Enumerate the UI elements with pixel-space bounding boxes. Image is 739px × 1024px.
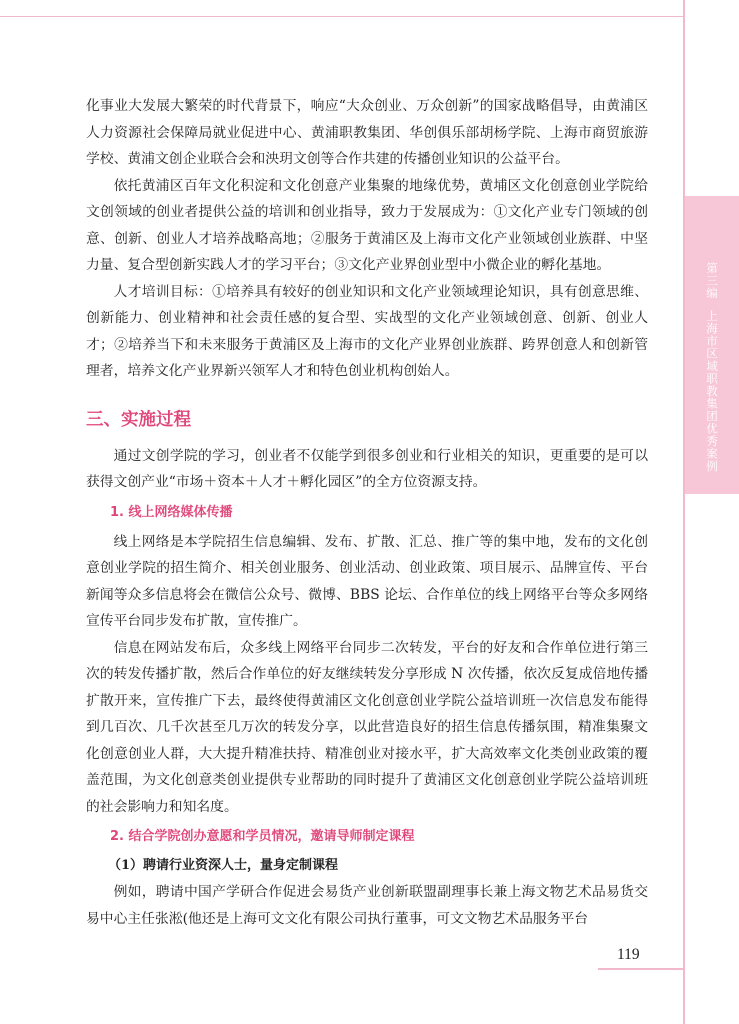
page-number: 119 (617, 946, 640, 963)
side-tab-title: 上海市区域职教集团优秀案例 (705, 309, 719, 472)
section-intro-paragraph: 通过文创学院的学习，创业者不仅能学到很多创业和行业相关的知识，更重要的是可以获得文创产业“市场＋资本＋人才＋孵化园区”的全方位资源支持。 (86, 447, 648, 490)
paragraph-intro-3: 人才培训目标：①培养具有较好的创业知识和文化产业领域理论知识，具有创意思维、创新能力、创业精神和社会责任感的复合型、实战型的文化产业领域创意、创新、创业人才；②培养当下和未来服务于黄浦区及上海市的文化产业界创业族群、跨界创意人和创新管理者，培养文化产业界新兴领军人才和特色创业机构创始人。 (86, 283, 648, 379)
paragraph-intro-1: 化事业大发展大繁荣的时代背景下，响应“大众创业、万众创新”的国家战略倡导，由黄浦区人力资源社会保障局就业促进中心、黄浦职教集团、华创俱乐部胡杨学院、上海市商贸旅游学校、黄浦文创企业联合会和泱玥文创等合作共建的传播创业知识的公益平台。 (86, 98, 648, 167)
subsection-1-paragraph-2: 信息在网站发布后，众多线上网络平台同步二次转发，平台的好友和合作单位进行第三次的转发传播扩散，然后合作单位的好友继续转发分享形成 N 次传播，依次反复成倍地传播扩散开来，宣传推广下去，最终使得黄浦区文化创意创业学院公益培训班一次信息发布能得到几百次、几千次甚至几万次的转发分享，以此营造良好的招生信息传播氛围，精准集聚文化创意创业人群，大大提升精准扶持、精准创业对接水平，扩大高效率文化类创业政策的覆盖范围，为文化创意类创业提供专业帮助的同时提升了黄浦区文化创意创业学院公益培训班的社会影响力和知名度。 (86, 639, 648, 815)
side-tab-part: 第三编 (705, 262, 719, 300)
header-rule (0, 16, 685, 17)
paragraph-intro-2: 依托黄浦区百年文化积淀和文化创意产业集聚的地缘优势，黄埔区文化创意创业学院给文创领域的创业者提供公益的培训和创业指导，致力于发展成为：①文化产业专门领域的创意、创新、创业人才培养战略高地；②服务于黄浦区及上海市文化产业领域创业族群、中坚力量、复合型创新实践人才的学习平台；③文化产业界创业型中小微企业的孵化基地。 (86, 177, 648, 273)
subsection-heading-2: 2. 结合学院创办意愿和学员情况，邀请导师制定课程 (110, 829, 415, 844)
section-heading: 三、实施过程 (86, 409, 191, 430)
page-body (86, 93, 648, 932)
subsection-2-paragraph: 例如，聘请中国产学研合作促进会易货产业创新联盟副理事长兼上海文物艺术品易货交易中心主任张淞(他还是上海可文文化有限公司执行董事，可文文物艺术品服务平台 (86, 884, 648, 927)
subsection-heading-1: 1. 线上网络媒体传播 (110, 504, 233, 520)
footer-rule (598, 968, 685, 970)
subsubsection-heading: （1）聘请行业资深人士，量身定制课程 (108, 858, 339, 873)
chapter-side-label (703, 262, 721, 472)
margin-line (683, 0, 685, 1024)
subsection-1-paragraph-1: 线上网络是本学院招生信息编辑、发布、扩散、汇总、推广等的集中地，发布的文化创意创业学院的招生简介、相关创业服务、创业活动、创业政策、项目展示、品牌宣传、平台新闻等众多信息将会在微信公众号、微博、BBS 论坛、合作单位的线上网络平台等众多网络宣传平台同步发布扩散，宣传推广。 (86, 533, 648, 629)
